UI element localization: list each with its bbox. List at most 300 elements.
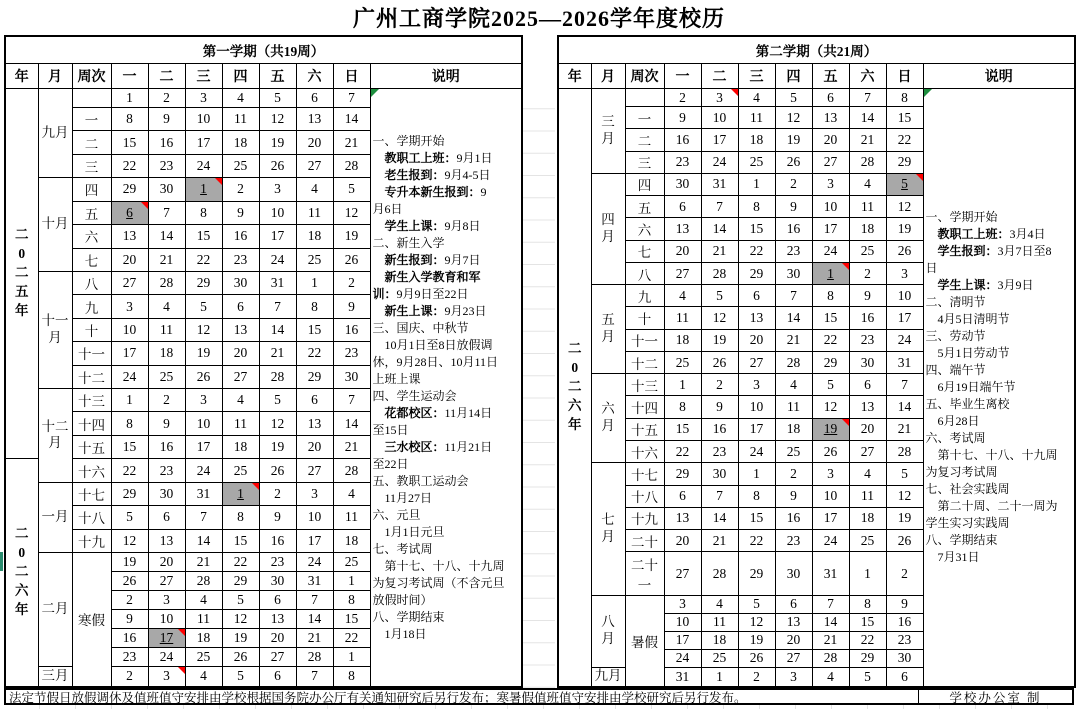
day-cell[interactable] [664,649,701,667]
day-cell[interactable] [886,262,923,284]
day-cell[interactable] [222,506,259,529]
month-cell[interactable]: 四 月 [591,173,625,284]
day-cell[interactable] [333,178,370,201]
day-cell[interactable] [738,507,775,529]
day-cell[interactable] [738,285,775,307]
day-cell[interactable] [886,649,923,667]
day-cell[interactable] [775,396,812,418]
day-cell[interactable] [333,571,370,590]
day-cell[interactable] [886,418,923,440]
day-cell[interactable] [812,240,849,262]
day-cell[interactable] [775,649,812,667]
day-cell[interactable] [185,295,222,318]
day-cell[interactable] [222,435,259,458]
day-cell[interactable] [849,173,886,195]
day-cell[interactable] [148,365,185,388]
week-cell[interactable]: 十五 [625,418,664,440]
day-cell[interactable] [111,552,148,571]
day-cell[interactable] [111,459,148,482]
day-cell[interactable] [111,107,148,130]
day-cell[interactable] [111,178,148,201]
day-cell[interactable] [886,240,923,262]
day-cell[interactable] [333,482,370,505]
day-cell[interactable] [812,107,849,129]
week-cell[interactable]: 九 [625,285,664,307]
month-cell[interactable]: 九月 [591,667,625,687]
week-cell[interactable]: 四 [625,173,664,195]
week-cell[interactable]: 九 [72,295,111,318]
day-cell[interactable] [148,412,185,435]
day-cell[interactable] [259,609,296,628]
day-cell[interactable] [333,225,370,248]
vacation-cell[interactable]: 暑假 [625,595,664,687]
week-cell[interactable]: 十三 [72,389,111,412]
day-cell[interactable] [849,485,886,507]
day-cell[interactable] [775,107,812,129]
day-cell[interactable] [111,435,148,458]
day-cell[interactable] [812,329,849,351]
day-cell[interactable] [886,374,923,396]
day-cell[interactable] [259,506,296,529]
day-cell[interactable] [185,571,222,590]
day-cell[interactable] [333,552,370,571]
day-cell[interactable] [849,240,886,262]
day-cell[interactable] [333,647,370,666]
day-cell[interactable] [296,609,333,628]
day-cell[interactable] [812,552,849,595]
day-cell[interactable] [738,649,775,667]
day-cell[interactable] [296,271,333,294]
day-cell[interactable] [222,342,259,365]
day-cell[interactable] [812,485,849,507]
day-cell[interactable] [701,595,738,613]
day-cell[interactable] [664,218,701,240]
day-cell[interactable] [296,482,333,505]
day-cell[interactable] [775,196,812,218]
day-cell[interactable] [886,285,923,307]
day-cell[interactable] [738,631,775,649]
day-cell[interactable] [886,396,923,418]
day-cell[interactable] [222,154,259,177]
day-cell[interactable] [701,107,738,129]
day-cell[interactable] [296,131,333,154]
day-cell[interactable] [333,590,370,609]
day-cell[interactable] [111,628,148,647]
day-cell[interactable] [886,552,923,595]
day-cell[interactable] [185,389,222,412]
day-cell[interactable] [222,271,259,294]
day-cell[interactable] [664,667,701,687]
day-cell[interactable] [111,506,148,529]
day-cell[interactable] [849,667,886,687]
day-cell[interactable] [701,649,738,667]
day-cell[interactable] [333,295,370,318]
year-cell[interactable]: 二 0 二 六 年 [558,89,591,688]
day-cell[interactable] [296,225,333,248]
day-cell[interactable] [222,590,259,609]
week-cell[interactable]: 四 [72,178,111,201]
day-cell[interactable] [296,178,333,201]
week-cell[interactable]: 十四 [72,412,111,435]
day-cell[interactable] [701,307,738,329]
day-cell[interactable] [775,351,812,373]
week-cell[interactable]: 五 [72,201,111,224]
day-cell[interactable] [812,530,849,552]
day-cell[interactable] [148,131,185,154]
day-cell[interactable] [849,151,886,173]
day-cell[interactable] [701,351,738,373]
day-cell[interactable] [148,609,185,628]
day-cell[interactable] [222,178,259,201]
month-cell[interactable]: 三月 [38,666,72,687]
day-cell[interactable] [775,418,812,440]
day-cell[interactable] [849,595,886,613]
day-cell[interactable] [664,441,701,463]
month-cell[interactable]: 一月 [38,482,72,552]
day-cell[interactable] [738,307,775,329]
day-cell[interactable] [222,666,259,687]
day-cell[interactable] [849,396,886,418]
day-cell[interactable] [664,107,701,129]
day-cell[interactable] [738,613,775,631]
day-cell[interactable] [333,506,370,529]
day-cell[interactable] [148,295,185,318]
day-cell[interactable] [849,374,886,396]
year-cell[interactable]: 二 0 二 六 年 [5,459,38,687]
day-cell[interactable] [812,418,849,440]
day-cell[interactable] [185,107,222,130]
day-cell[interactable] [738,441,775,463]
day-cell[interactable] [111,482,148,505]
day-cell[interactable] [185,529,222,552]
day-cell[interactable] [886,351,923,373]
notes-cell[interactable] [923,89,1075,688]
week-cell[interactable]: 十九 [625,507,664,529]
day-cell[interactable] [738,396,775,418]
day-cell[interactable] [111,271,148,294]
month-cell[interactable]: 二月 [38,552,72,666]
day-cell[interactable] [111,529,148,552]
week-cell[interactable]: 二 [72,131,111,154]
day-cell[interactable] [148,552,185,571]
day-cell[interactable] [148,318,185,341]
day-cell[interactable] [148,590,185,609]
day-cell[interactable] [849,507,886,529]
day-cell[interactable] [111,131,148,154]
day-cell[interactable] [185,506,222,529]
day-cell[interactable] [738,552,775,595]
day-cell[interactable] [148,225,185,248]
week-cell[interactable]: 二十一 [625,552,664,595]
week-cell[interactable]: 十七 [72,482,111,505]
day-cell[interactable] [886,530,923,552]
day-cell[interactable] [775,218,812,240]
day-cell[interactable] [738,329,775,351]
day-cell[interactable] [664,351,701,373]
day-cell[interactable] [664,613,701,631]
day-cell[interactable] [148,529,185,552]
day-cell[interactable] [296,506,333,529]
day-cell[interactable] [664,507,701,529]
day-cell[interactable] [333,342,370,365]
day-cell[interactable] [259,459,296,482]
day-cell[interactable] [185,225,222,248]
day-cell[interactable] [701,463,738,485]
day-cell[interactable] [849,631,886,649]
day-cell[interactable] [296,590,333,609]
day-cell[interactable] [886,129,923,151]
day-cell[interactable] [111,609,148,628]
day-cell[interactable] [111,389,148,412]
day-cell[interactable] [259,225,296,248]
week-cell[interactable] [625,89,664,107]
day-cell[interactable] [222,552,259,571]
day-cell[interactable] [664,396,701,418]
day-cell[interactable] [849,613,886,631]
day-cell[interactable] [701,329,738,351]
day-cell[interactable] [296,154,333,177]
day-cell[interactable] [111,647,148,666]
day-cell[interactable] [664,89,701,107]
day-cell[interactable] [259,389,296,412]
day-cell[interactable] [148,435,185,458]
day-cell[interactable] [148,248,185,271]
day-cell[interactable] [333,666,370,687]
month-cell[interactable]: 三 月 [591,89,625,174]
day-cell[interactable] [738,107,775,129]
month-cell[interactable]: 十一 月 [38,271,72,388]
day-cell[interactable] [259,107,296,130]
day-cell[interactable] [886,507,923,529]
day-cell[interactable] [222,571,259,590]
month-cell[interactable]: 十二 月 [38,389,72,483]
day-cell[interactable] [259,628,296,647]
week-cell[interactable]: 十 [625,307,664,329]
day-cell[interactable] [738,129,775,151]
day-cell[interactable] [664,307,701,329]
day-cell[interactable] [333,365,370,388]
day-cell[interactable] [738,173,775,195]
day-cell[interactable] [701,552,738,595]
month-cell[interactable]: 九月 [38,89,72,178]
week-cell[interactable]: 二 [625,129,664,151]
day-cell[interactable] [886,173,923,195]
day-cell[interactable] [886,329,923,351]
day-cell[interactable] [849,129,886,151]
day-cell[interactable] [775,374,812,396]
day-cell[interactable] [333,107,370,130]
day-cell[interactable] [775,507,812,529]
day-cell[interactable] [886,613,923,631]
day-cell[interactable] [259,666,296,687]
week-cell[interactable]: 六 [625,218,664,240]
day-cell[interactable] [812,396,849,418]
day-cell[interactable] [222,609,259,628]
day-cell[interactable] [886,485,923,507]
month-cell[interactable]: 十月 [38,178,72,272]
week-cell[interactable]: 十一 [625,329,664,351]
week-cell[interactable]: 八 [625,262,664,284]
week-cell[interactable]: 八 [72,271,111,294]
day-cell[interactable] [296,552,333,571]
day-cell[interactable] [849,351,886,373]
day-cell[interactable] [849,307,886,329]
day-cell[interactable] [222,248,259,271]
day-cell[interactable] [701,173,738,195]
day-cell[interactable] [701,218,738,240]
day-cell[interactable] [812,196,849,218]
day-cell[interactable] [259,365,296,388]
day-cell[interactable] [111,225,148,248]
week-cell[interactable]: 二十 [625,530,664,552]
day-cell[interactable] [886,196,923,218]
day-cell[interactable] [148,571,185,590]
day-cell[interactable] [148,482,185,505]
day-cell[interactable] [775,329,812,351]
day-cell[interactable] [775,613,812,631]
day-cell[interactable] [886,89,923,107]
day-cell[interactable] [849,262,886,284]
day-cell[interactable] [738,374,775,396]
week-cell[interactable]: 十九 [72,529,111,552]
day-cell[interactable] [701,262,738,284]
day-cell[interactable] [222,201,259,224]
day-cell[interactable] [148,628,185,647]
day-cell[interactable] [259,342,296,365]
day-cell[interactable] [738,262,775,284]
day-cell[interactable] [333,628,370,647]
day-cell[interactable] [775,173,812,195]
day-cell[interactable] [886,107,923,129]
day-cell[interactable] [664,329,701,351]
day-cell[interactable] [259,248,296,271]
week-cell[interactable] [72,89,111,108]
day-cell[interactable] [701,507,738,529]
day-cell[interactable] [701,613,738,631]
day-cell[interactable] [111,154,148,177]
day-cell[interactable] [148,107,185,130]
week-cell[interactable]: 十四 [625,396,664,418]
day-cell[interactable] [148,178,185,201]
day-cell[interactable] [886,595,923,613]
day-cell[interactable] [812,218,849,240]
week-cell[interactable]: 十六 [72,459,111,482]
day-cell[interactable] [296,529,333,552]
day-cell[interactable] [185,248,222,271]
day-cell[interactable] [296,201,333,224]
day-cell[interactable] [148,201,185,224]
day-cell[interactable] [333,459,370,482]
day-cell[interactable] [701,667,738,687]
day-cell[interactable] [738,463,775,485]
day-cell[interactable] [849,418,886,440]
day-cell[interactable] [111,342,148,365]
day-cell[interactable] [849,218,886,240]
day-cell[interactable] [185,666,222,687]
day-cell[interactable] [259,482,296,505]
day-cell[interactable] [296,571,333,590]
day-cell[interactable] [664,530,701,552]
week-cell[interactable]: 六 [72,225,111,248]
day-cell[interactable] [185,628,222,647]
day-cell[interactable] [148,342,185,365]
day-cell[interactable] [775,307,812,329]
day-cell[interactable] [812,631,849,649]
day-cell[interactable] [222,295,259,318]
day-cell[interactable] [812,262,849,284]
year-cell[interactable]: 二 0 二 五 年 [5,89,38,459]
day-cell[interactable] [185,609,222,628]
day-cell[interactable] [849,649,886,667]
day-cell[interactable] [664,173,701,195]
day-cell[interactable] [222,412,259,435]
day-cell[interactable] [333,89,370,108]
day-cell[interactable] [259,571,296,590]
day-cell[interactable] [296,89,333,108]
day-cell[interactable] [222,365,259,388]
notes-cell[interactable] [370,89,522,688]
day-cell[interactable] [259,435,296,458]
day-cell[interactable] [886,463,923,485]
week-cell[interactable]: 一 [72,107,111,130]
week-cell[interactable]: 七 [625,240,664,262]
day-cell[interactable] [664,285,701,307]
day-cell[interactable] [222,131,259,154]
day-cell[interactable] [111,412,148,435]
day-cell[interactable] [222,225,259,248]
day-cell[interactable] [185,89,222,108]
day-cell[interactable] [812,173,849,195]
day-cell[interactable] [222,529,259,552]
day-cell[interactable] [775,595,812,613]
week-cell[interactable]: 十七 [625,463,664,485]
day-cell[interactable] [701,485,738,507]
day-cell[interactable] [738,530,775,552]
day-cell[interactable] [738,196,775,218]
week-cell[interactable]: 三 [72,154,111,177]
week-cell[interactable]: 十二 [625,351,664,373]
day-cell[interactable] [775,285,812,307]
day-cell[interactable] [259,178,296,201]
day-cell[interactable] [775,129,812,151]
day-cell[interactable] [849,463,886,485]
day-cell[interactable] [664,374,701,396]
day-cell[interactable] [738,151,775,173]
day-cell[interactable] [259,201,296,224]
day-cell[interactable] [111,89,148,108]
day-cell[interactable] [738,351,775,373]
day-cell[interactable] [185,178,222,201]
day-cell[interactable] [333,435,370,458]
day-cell[interactable] [296,107,333,130]
day-cell[interactable] [812,507,849,529]
day-cell[interactable] [111,201,148,224]
day-cell[interactable] [775,485,812,507]
day-cell[interactable] [886,151,923,173]
day-cell[interactable] [296,459,333,482]
day-cell[interactable] [333,609,370,628]
day-cell[interactable] [333,201,370,224]
day-cell[interactable] [886,667,923,687]
day-cell[interactable] [111,248,148,271]
day-cell[interactable] [738,595,775,613]
day-cell[interactable] [775,240,812,262]
day-cell[interactable] [849,329,886,351]
day-cell[interactable] [185,131,222,154]
day-cell[interactable] [738,485,775,507]
day-cell[interactable] [111,295,148,318]
day-cell[interactable] [148,154,185,177]
